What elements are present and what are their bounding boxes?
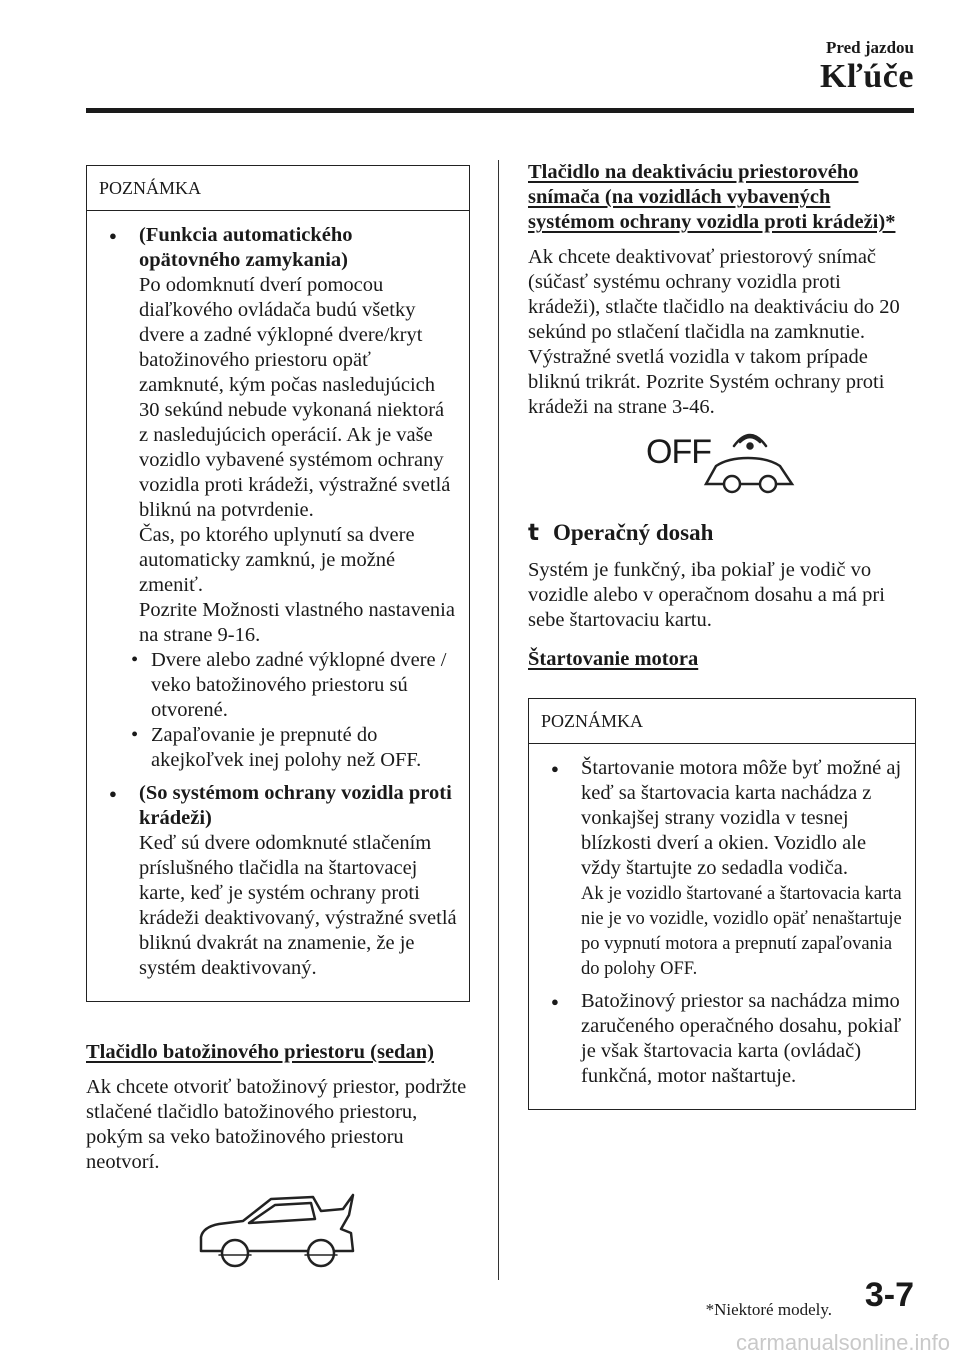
note-item-text3: Pozrite Možnosti vlastného nastavenia na strane 9-16.	[139, 599, 455, 646]
note-box-auto-relock	[86, 165, 470, 1002]
note-item-text: Keď sú dvere odomknuté stlačením príslušného tlačidla na štartovacej karte, keď je systém ochrany proti krádeži deaktivovaný, výstražné svetlá bliknú dvakrát na znamenie, že je systém deaktivovaný.	[139, 832, 457, 979]
note-item-text-small: Ak je vozidlo štartované a štartovacia karta nie je vo vozidle, vozidlo opäť nenaštartuje po vypnutí motora a prepnutí zapaľovania do polohy OFF.	[581, 884, 902, 979]
engine-start-heading: Štartovanie motora	[528, 648, 699, 670]
sensor-deactivation-heading: Tlačidlo na deaktiváciu priestorového snímača (na vozidlách vybavených systémom ochrany vozidla proti krádeži)*	[528, 161, 896, 233]
note-item-title: ● (Funkcia automatického opätovného zamykania)	[139, 224, 353, 271]
trunk-button-text: Ak chcete otvoriť batožinový priestor, podržte stlačené tlačidlo batožinového priestoru, pokým sa veko batožinového priestoru neotvorí.	[86, 1076, 467, 1173]
footnote: *Niektoré modely.	[705, 1300, 832, 1319]
note-item-auto-relock	[99, 223, 457, 773]
note-list	[541, 756, 903, 1089]
page-title: Kľúče	[820, 58, 914, 95]
note-item-start-outside	[541, 756, 903, 981]
note-item-title: ● (So systémom ochrany vozidla proti krádeži)	[139, 782, 452, 829]
operating-range-heading	[528, 520, 916, 546]
left-column	[86, 165, 470, 1278]
note-sublist	[139, 648, 457, 773]
note-item-text: Batožinový priestor sa nachádza mimo zaručeného operačného dosahu, pokiaľ je však štartovacia karta (ovládač) funkčná, motor naštartuje.	[581, 990, 902, 1087]
note-subitem: • Dvere alebo zadné výklopné dvere / veko batožinového priestoru sú otvorené.	[125, 648, 457, 723]
right-column	[528, 160, 916, 1110]
sensor-off-icon	[528, 430, 916, 502]
note-body	[529, 744, 915, 1109]
header-section: Pred jazdou	[826, 38, 914, 57]
note-label: POZNÁMKA	[87, 166, 469, 211]
note-list	[99, 223, 457, 981]
operating-range-text: Systém je funkčný, iba pokiaľ je vodič vo vozidle alebo v operačnom dosahu a má pri sebe štartovaciu kartu.	[528, 559, 885, 631]
note-item-text: Štartovanie motora môže byť možné aj keď sa štartovacia karta nachádza z vonkajšej strany vozidla v tesnej blízkosti dverí a okien. Vozidlo ale vždy štartujte zo sedadla vodiča.	[581, 757, 902, 879]
trunk-open-car-icon	[86, 1189, 470, 1278]
note-item-text2: Čas, po ktorého uplynutí sa dvere automaticky zamknú, je možné zmeniť.	[139, 524, 415, 596]
note-subitem: • Zapaľovanie je prepnuté do akejkoľvek inej polohy než OFF.	[125, 723, 457, 773]
section-marker: t	[528, 520, 539, 546]
sensor-off-label: OFF	[646, 433, 711, 471]
note-label: POZNÁMKA	[529, 699, 915, 744]
page-number: 3-7	[864, 1276, 914, 1314]
note-item-trunk-range	[541, 989, 903, 1089]
note-item-text: Po odomknutí dverí pomocou diaľkového ovládača budú všetky dvere a zadné výklopné dvere/kryt batožinového priestoru opäť zamknuté, kým počas nasledujúcich 30 sekúnd nebude vykonaná niektorá z nasledujúcich operácií. Ak je vaše vozidlo vybavené systémom ochrany vozidla proti krádeži, výstražné svetlá bliknú na potvrdenie.	[139, 274, 451, 521]
watermark: carmanualsonline.info	[735, 1330, 950, 1355]
note-item-theft-protection	[99, 781, 457, 981]
sensor-deactivation-text: Ak chcete deaktivovať priestorový snímač (súčasť systému ochrany vozidla proti krádeži), stlačte tlačidlo na deaktiváciu do 20 sekúnd po stlačení tlačidla na zamknutie. Výstražné svetlá vozidla v takom prípade bliknú trikrát. Pozrite Systém ochrany proti krádeži na strane 3-46.	[528, 246, 900, 418]
header-rule	[86, 108, 914, 113]
note-box-engine-start	[528, 698, 916, 1110]
column-divider	[498, 160, 499, 1280]
note-body	[87, 211, 469, 1001]
trunk-button-heading: Tlačidlo batožinového priestoru (sedan)	[86, 1041, 434, 1063]
operating-range-title: Operačný dosah	[553, 520, 714, 545]
